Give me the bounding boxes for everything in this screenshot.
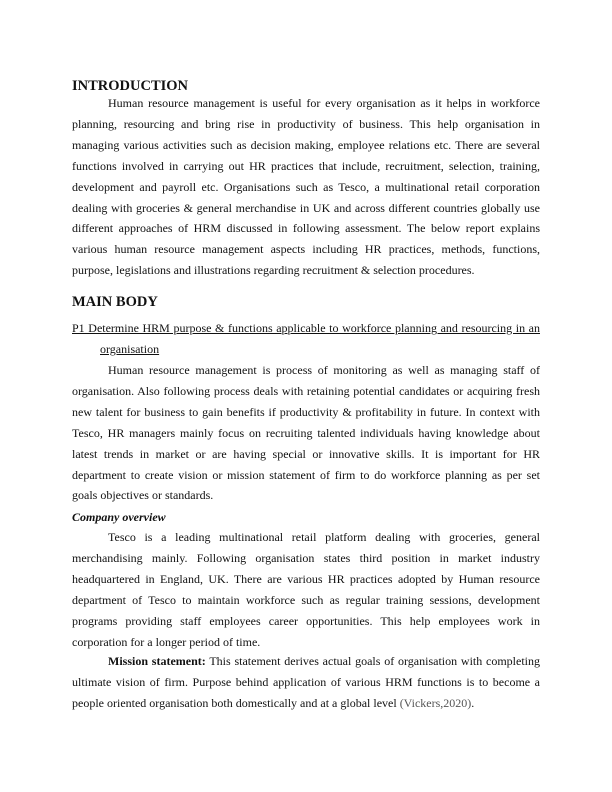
company-overview-heading: Company overview [72,510,166,524]
introduction-paragraph: Human resource management is useful for every organisation as it helps in workforce planning, resourcing and bring rise in productivity of business. This help organisation in managing various activities such as decision making, employee relations etc. There are several functions involved in carrying out HR practices that include, recruitment, selection, training, development and payroll etc. Organisations such as Tesco, a multinational retail corporation dealing with groceries & general merchandise in UK and across different countries globally use different approaches of HRM discussed in following assessment. The below report explains various human resource management aspects including HR practices, methods, functions, purpose, legislations and illustrations regarding recruitment & selection procedures. [72,96,540,278]
mission-paragraph [72,651,540,714]
company-overview-paragraph: Tesco is a leading multinational retail platform dealing with groceries, general merchandising mainly. Following organisation states third position in market industry headquartered in England, UK. There are various HR practices adopted by Human resource department of Tesco to maintain workforce such as regular training sessions, development programs providing staff employees career opportunities. This help employees work in corporation for a longer period of time. [72,530,540,649]
heading-text: MAIN BODY [72,294,158,310]
main-body-heading [72,293,540,311]
mission-text: This statement derives actual goals of organisation with completing ultimate vision of firm. Purpose behind application of various HRM functions is to become a people oriented organisation both domestically and at a global level [72,654,541,710]
mission-end: . [471,695,475,710]
mission-label: Mission statement: [108,654,206,668]
heading-text: INTRODUCTION [72,78,189,94]
citation: (Vickers,2020) [399,695,472,710]
p1-subheading: P1 Determine HRM purpose & functions applicable to workforce planning and resourcing in an organisation [72,321,540,356]
p1-paragraph: Human resource management is process of monitoring as well as managing staff of organisation. Also following process deals with retaining potential candidates or acquiring fresh new talent for business to gain benefits if productivity & profitability in future. In context with Tesco, HR managers mainly focus on recruiting talented individuals having knowledge about latest trends in market or are having special or innovative skills. It is important for HR department to create vision or mission statement of firm to do workforce planning as per set goals objectives or standards. [72,363,540,503]
